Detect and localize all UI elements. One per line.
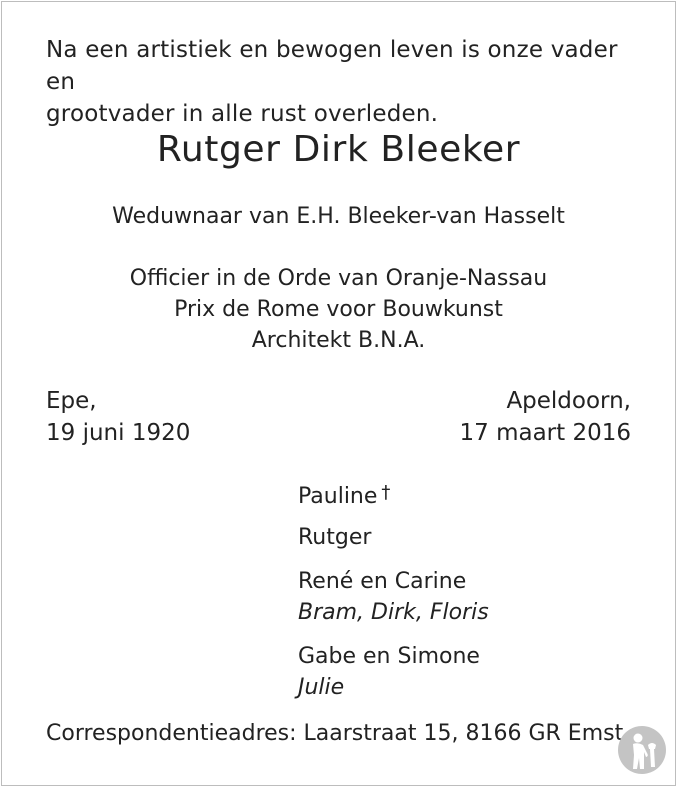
family-member-2 bbox=[298, 522, 371, 553]
grandchildren: Julie bbox=[298, 675, 345, 700]
intro-text bbox=[46, 34, 646, 130]
cross-mark: † bbox=[381, 482, 391, 503]
honor-1: Officier in de Orde van Oranje-Nassau bbox=[129, 266, 548, 291]
family-member-name: Gabe en Simone bbox=[298, 644, 480, 669]
correspondence-address: Correspondentieadres: Laarstraat 15, 8166 GR Emst bbox=[46, 721, 624, 746]
family-member-4 bbox=[298, 641, 480, 703]
family-member-name: Pauline bbox=[298, 484, 378, 509]
mourning-figure-icon bbox=[617, 725, 667, 775]
spouse-line: Weduwnaar van E.H. Bleeker-van Hasselt bbox=[112, 204, 565, 229]
intro-line-2: grootvader in alle rust overleden. bbox=[46, 101, 439, 127]
birth-date: 19 juni 1920 bbox=[46, 420, 191, 446]
deceased-name: Rutger Dirk Bleeker bbox=[156, 129, 521, 170]
family-member-name: Rutger bbox=[298, 525, 372, 550]
honor-2: Prix de Rome voor Bouwkunst bbox=[174, 297, 503, 322]
death-date: 17 maart 2016 bbox=[459, 420, 631, 446]
family-member-1 bbox=[298, 477, 390, 512]
honor-3: Architekt B.N.A. bbox=[251, 328, 426, 353]
grandchildren: Bram, Dirk, Floris bbox=[298, 600, 489, 625]
family-member-3 bbox=[298, 566, 489, 628]
intro-line-1: Na een artistiek en bewogen leven is onze vader en bbox=[46, 37, 618, 95]
death-block bbox=[460, 385, 632, 449]
birth-block bbox=[46, 385, 190, 449]
birth-place: Epe, bbox=[46, 388, 97, 414]
death-place: Apeldoorn, bbox=[506, 388, 631, 414]
family-member-name: René en Carine bbox=[298, 569, 467, 594]
